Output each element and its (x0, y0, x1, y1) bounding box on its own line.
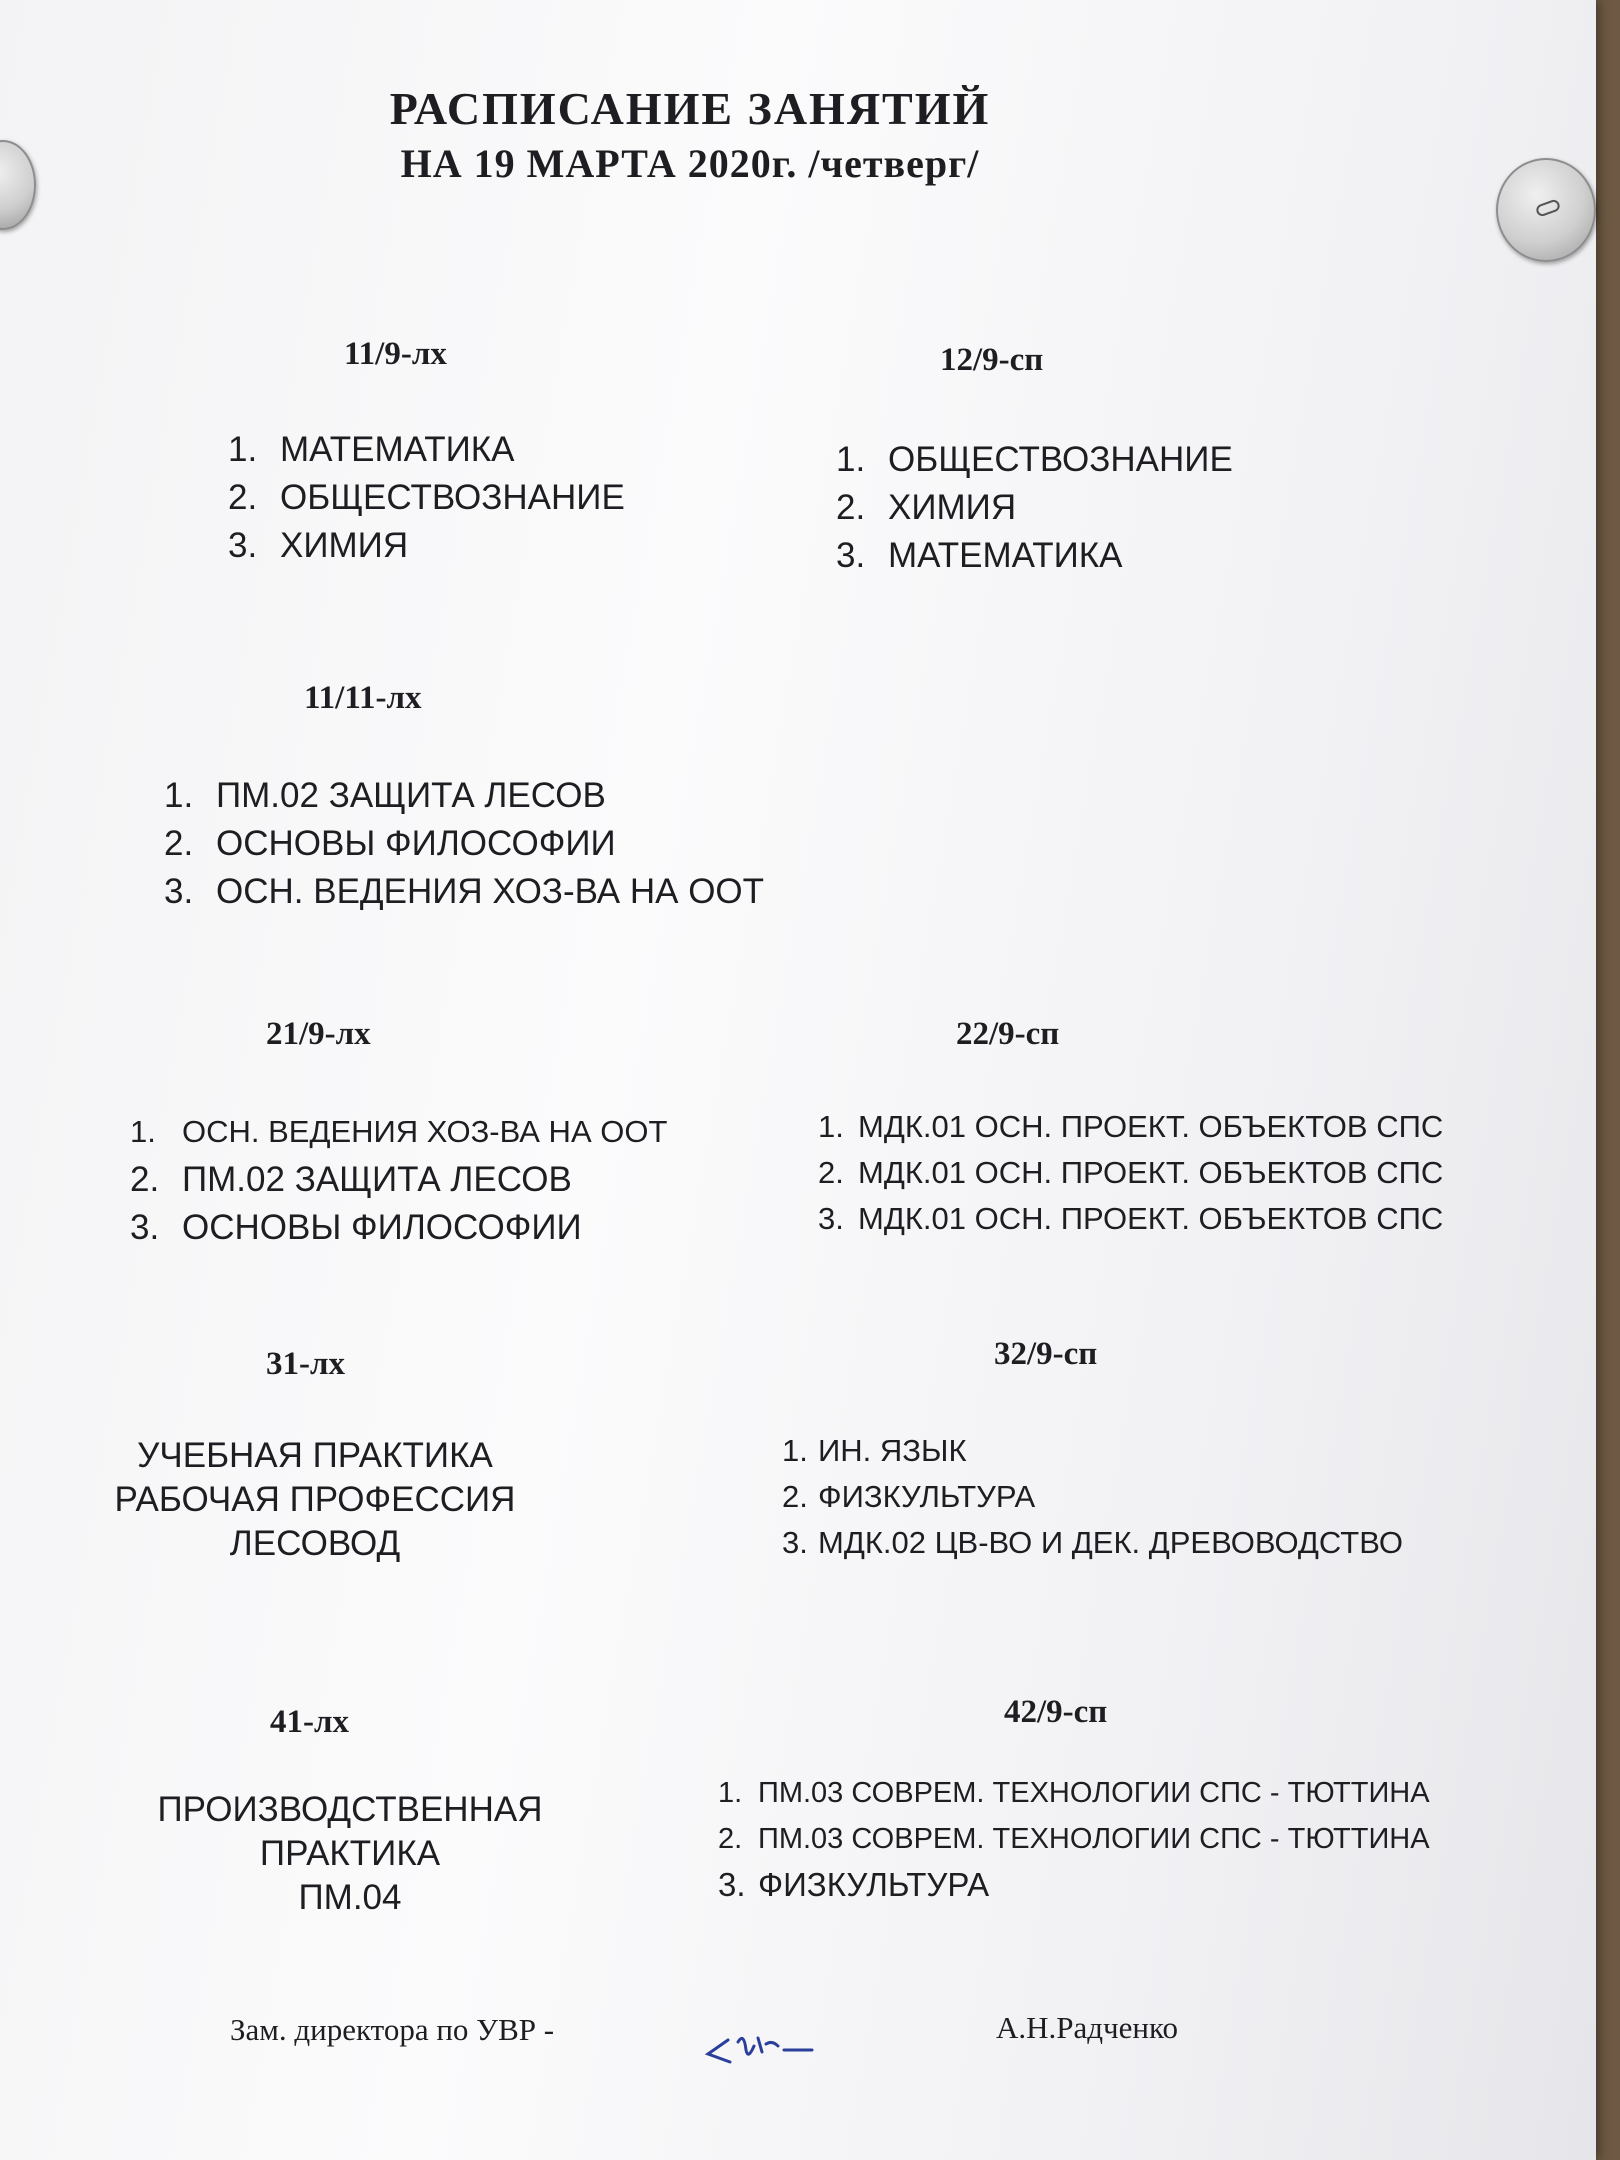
group-12-9-sp-list (836, 436, 1233, 580)
group-21-9-lh-heading: 21/9-лх (266, 1016, 371, 1052)
list-item: 2. ХИМИЯ (836, 488, 1017, 527)
list-item: 2. ПМ.03 СОВРЕМ. ТЕХНОЛОГИИ СПС - ТЮТТИНА (718, 1823, 1430, 1855)
group-42-9-sp-list (718, 1770, 1430, 1908)
list-item: 3. МАТЕМАТИКА (836, 536, 1123, 575)
group-21-9-lh-list (130, 1108, 667, 1252)
list-item: 3. ФИЗКУЛЬТУРА (718, 1866, 990, 1903)
date-line: НА 19 МАРТА 2020г. /четверг/ (400, 141, 980, 186)
group-11-11-lh-list (164, 772, 764, 916)
group-32-9-sp-heading: 32/9-сп (994, 1336, 1098, 1372)
footer-name: А.Н.Радченко (996, 2010, 1178, 2045)
list-item: 2. ФИЗКУЛЬТУРА (782, 1479, 1036, 1514)
list-item: 1. ОБЩЕСТВОЗНАНИЕ (836, 440, 1233, 479)
group-12-9-sp-heading: 12/9-сп (940, 342, 1044, 378)
signature-icon (700, 2030, 820, 2070)
list-item: 3. ОСН. ВЕДЕНИЯ ХОЗ-ВА НА ООТ (164, 872, 765, 911)
group-11-11-lh-heading: 11/11-лх (304, 680, 422, 716)
list-item: 2. ОСНОВЫ ФИЛОСОФИИ (164, 824, 616, 863)
group-32-9-sp-list (782, 1428, 1403, 1566)
list-item: 3. ОСНОВЫ ФИЛОСОФИИ (130, 1208, 582, 1247)
group-31-lh-practice: УЧЕБНАЯ ПРАКТИКА РАБОЧАЯ ПРОФЕССИЯ ЛЕСОВОД (114, 1436, 516, 1563)
group-22-9-sp-clip (818, 1104, 1578, 1254)
list-item: 3. МДК.01 ОСН. ПРОЕКТ. ОБЪЕКТОВ СПС (818, 1201, 1444, 1236)
list-item: 1. ОСН. ВЕДЕНИЯ ХОЗ-ВА НА ООТ (130, 1114, 668, 1149)
list-item: 1. МДК.01 ОСН. ПРОЕКТ. ОБЪЕКТОВ СПС (818, 1109, 1444, 1144)
list-item: 3. МДК.02 ЦВ-ВО И ДЕК. ДРЕВОВОДСТВО (782, 1525, 1403, 1560)
list-item: 1. ПМ.02 ЗАЩИТА ЛЕСОВ (164, 776, 606, 815)
list-item: 1. МАТЕМАТИКА (228, 430, 515, 469)
list-item: 2. МДК.01 ОСН. ПРОЕКТ. ОБЪЕКТОВ СПС (818, 1155, 1444, 1190)
group-41-lh-practice: ПРОИЗВОДСТВЕННАЯ ПРАКТИКА ПМ.04 (157, 1790, 543, 1917)
footer-position: Зам. директора по УВР - (230, 2012, 555, 2047)
list-item: 2. ПМ.02 ЗАЩИТА ЛЕСОВ (130, 1160, 572, 1199)
group-22-9-sp-list (818, 1104, 1443, 1242)
group-41-lh-heading: 41-лх (270, 1704, 350, 1740)
group-22-9-sp-heading: 22/9-сп (956, 1016, 1060, 1052)
pushpin-right-icon (1496, 158, 1596, 262)
group-42-9-sp-heading: 42/9-сп (1004, 1694, 1108, 1730)
list-item: 3. ХИМИЯ (228, 526, 409, 565)
list-item: 1. ИН. ЯЗЫК (782, 1433, 967, 1468)
group-31-lh-heading: 31-лх (266, 1346, 346, 1382)
group-11-9-lh-list (228, 426, 625, 570)
list-item: 1. ПМ.03 СОВРЕМ. ТЕХНОЛОГИИ СПС - ТЮТТИНА (718, 1777, 1430, 1809)
page-title: РАСПИСАНИЕ ЗАНЯТИЙ (389, 83, 991, 134)
list-item: 2. ОБЩЕСТВОЗНАНИЕ (228, 478, 625, 517)
group-11-9-lh-heading: 11/9-лх (344, 336, 447, 372)
